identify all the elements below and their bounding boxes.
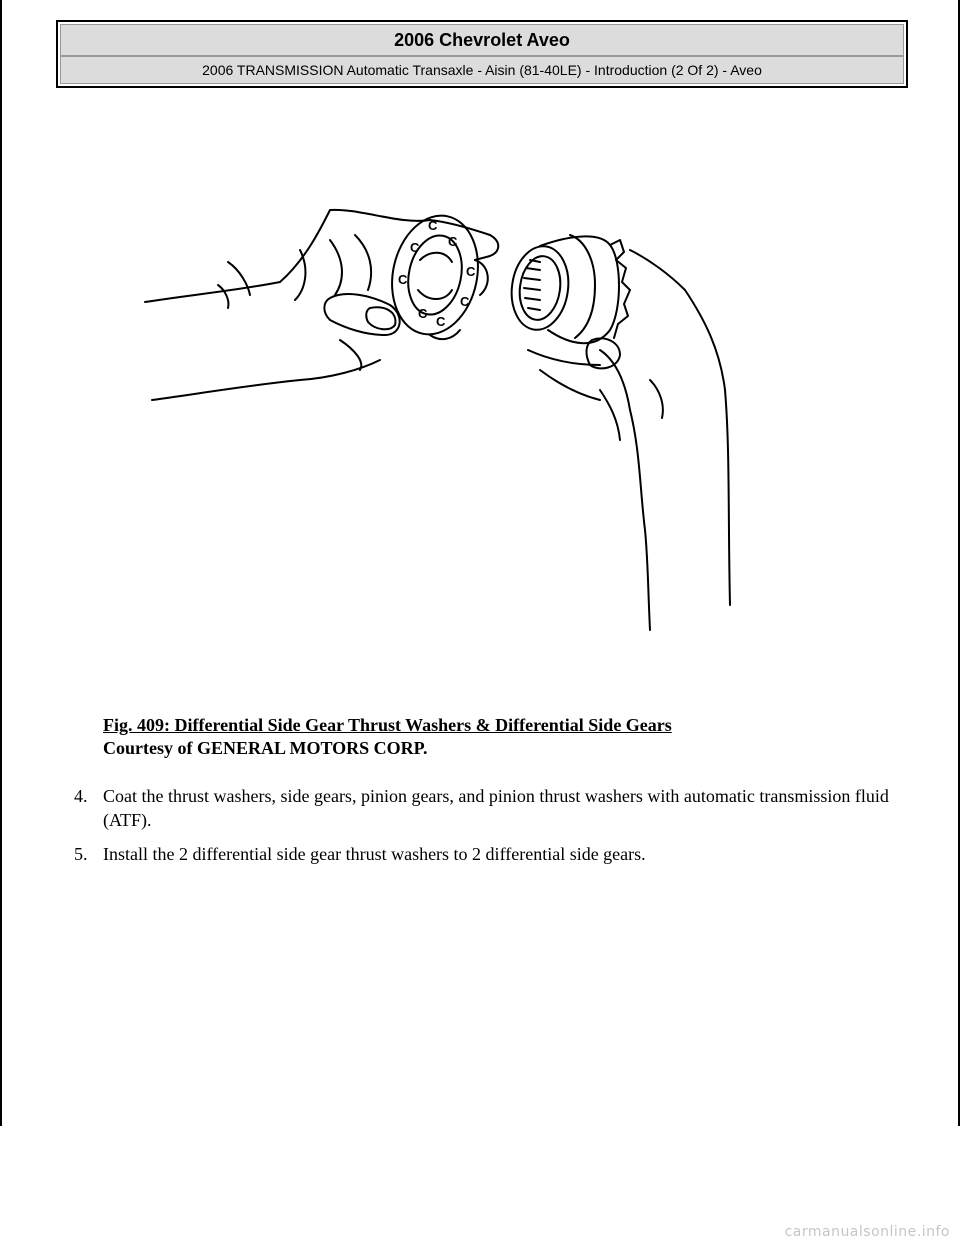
step-item: [74, 842, 894, 866]
step-number: 4.: [74, 786, 88, 806]
step-text: Install the 2 differential side gear thrust washers to 2 differential side gears.: [103, 844, 646, 864]
left-hand-wrist: [218, 262, 250, 308]
left-hand-lower: [152, 340, 380, 400]
washer-mark-7: C: [436, 314, 446, 329]
left-thumbnail: [366, 307, 395, 329]
step-number: 5.: [74, 844, 88, 864]
right-hand-creases: [600, 380, 663, 440]
figure-caption: [103, 714, 672, 760]
washer-mark-4: C: [466, 264, 476, 279]
side-gear-body: [540, 236, 619, 343]
watermark: carmanualsonline.info: [784, 1224, 950, 1240]
procedure-steps: [74, 784, 894, 876]
side-gear-splines: [524, 260, 540, 310]
right-hand-outline: [600, 350, 730, 630]
page-header: [56, 20, 908, 88]
figure-illustration: [130, 190, 750, 650]
right-hand-fingers: [528, 250, 725, 400]
washer-mark-3: C: [448, 234, 458, 249]
step-text: Coat the thrust washers, side gears, pinion gears, and pinion thrust washers with automatic transmission fluid (ATF).: [103, 786, 889, 830]
left-hand-fingers: [295, 235, 371, 300]
caption-courtesy: Courtesy of GENERAL MOTORS CORP.: [103, 738, 428, 758]
header-title: 2006 Chevrolet Aveo: [60, 24, 904, 56]
thrust-washer-grooves: [418, 253, 452, 299]
washer-mark-2: C: [410, 240, 420, 255]
caption-title: Fig. 409: Differential Side Gear Thrust Washers & Differential Side Gears: [103, 715, 672, 735]
washer-mark-5: C: [398, 272, 408, 287]
washer-mark-8: C: [460, 294, 470, 309]
side-gear-face: [570, 235, 595, 338]
page-footer: [0, 1128, 960, 1242]
step-item: [74, 784, 894, 832]
washer-mark-6: C: [418, 306, 428, 321]
header-subtitle: 2006 TRANSMISSION Automatic Transaxle - Aisin (81-40LE) - Introduction (2 Of 2) - Aveo: [60, 56, 904, 84]
washer-mark-1: C: [428, 218, 438, 233]
